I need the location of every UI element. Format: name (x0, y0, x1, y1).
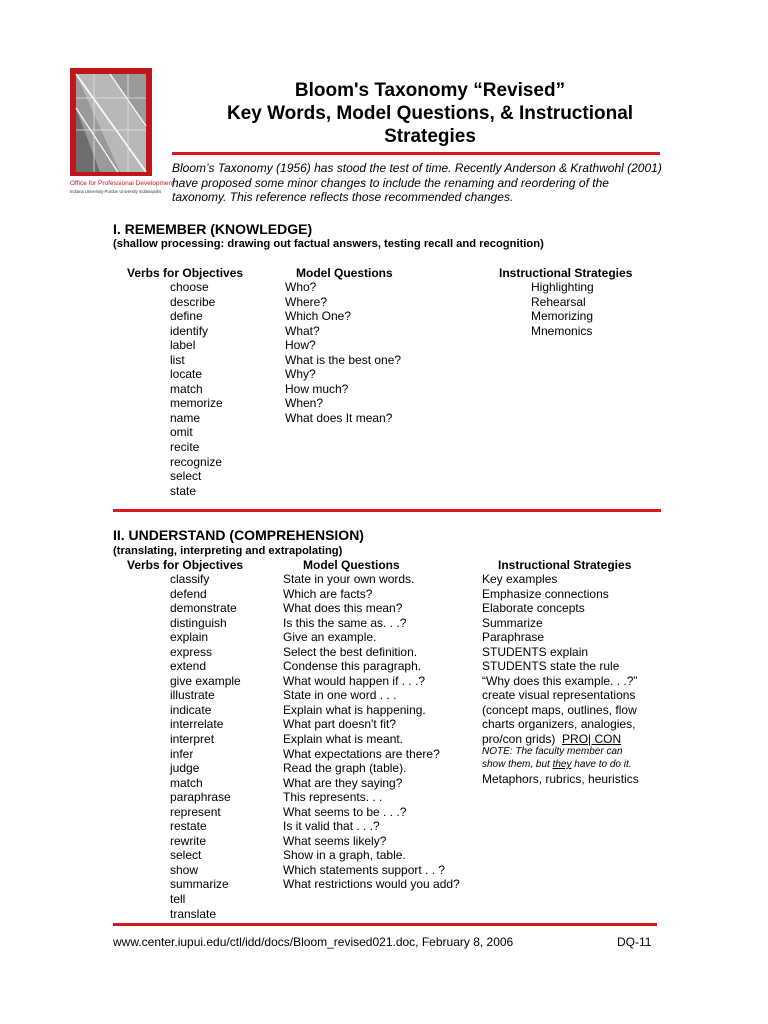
verb-item: list (170, 352, 185, 367)
verb-item: express (170, 644, 213, 659)
verb-item: explain (170, 630, 209, 645)
note-line: NOTE: The faculty member can (482, 746, 623, 757)
question-item: What does this mean? (283, 601, 403, 616)
logo-caption-university: Indiana University-Purdue University Indianapolis (70, 189, 162, 194)
question-item: Show in a graph, table. (283, 848, 406, 863)
verb-item: infer (170, 746, 194, 761)
section-understand-title: II. UNDERSTAND (COMPREHENSION) (113, 527, 364, 543)
intro-paragraph (172, 161, 692, 205)
remember-verbs-list (170, 280, 223, 498)
footer-page-code: DQ-11 (617, 935, 652, 949)
verb-item: interpret (170, 732, 215, 747)
procon-grids-text: pro/con grids) (482, 732, 556, 747)
question-item: What are they saying? (283, 775, 403, 790)
title-divider (172, 152, 660, 155)
strategy-item: Rehearsal (531, 294, 586, 309)
question-item: What seems to be . . .? (283, 804, 407, 819)
intro-line: Bloom’s Taxonomy (1956) has stood the test of time. Recently Anderson & Krathwohl (2001) (172, 161, 662, 175)
question-item: What part doesn't fit? (283, 717, 397, 732)
verb-item: state (170, 483, 197, 498)
question-item: Which One? (285, 309, 352, 324)
question-item: State in one word . . . (283, 688, 397, 703)
question-item: This represents. . . (283, 790, 383, 805)
intro-line: taxonomy. This reference reflects those recommended changes. (172, 190, 514, 205)
section-remember-title: I. REMEMBER (KNOWLEDGE) (113, 221, 313, 237)
section-understand-subtitle: (translating, interpreting and extrapolating) (113, 545, 343, 557)
strategy-item: create visual representations (482, 688, 636, 703)
verb-item: illustrate (170, 688, 215, 703)
verb-item: choose (170, 280, 209, 294)
verb-item: translate (170, 906, 217, 921)
strategy-item: charts organizers, analogies, (482, 717, 636, 732)
understand-verbs-header: Verbs for Objectives (127, 558, 244, 572)
verb-item: distinguish (170, 615, 227, 630)
strategy-item: STUDENTS state the rule (482, 659, 620, 674)
question-item: Select the best definition. (283, 644, 418, 659)
question-item: What expectations are there? (283, 746, 440, 761)
question-item: When? (285, 396, 324, 411)
strategy-item: “Why does this example. . .?” (482, 673, 638, 688)
strategy-item: Memorizing (531, 309, 594, 324)
verb-item: label (170, 338, 196, 353)
verb-item: match (170, 381, 203, 396)
question-item: Condense this paragraph. (283, 659, 422, 674)
question-item: Is this the same as. . .? (283, 615, 407, 630)
section-divider (113, 509, 661, 512)
intro-line: have proposed some minor changes to include the renaming and reordering of the (172, 175, 609, 190)
verb-item: locate (170, 367, 203, 382)
verb-item: paraphrase (170, 790, 231, 805)
remember-strategies-list (531, 280, 594, 338)
verb-item: match (170, 775, 203, 790)
verb-item: omit (170, 425, 193, 440)
question-item: What restrictions would you add? (283, 877, 460, 892)
verb-item: recognize (170, 454, 223, 469)
note-line (482, 758, 672, 771)
question-item: What does It mean? (285, 410, 393, 425)
verb-item: name (170, 410, 201, 425)
strategy-item: STUDENTS explain (482, 644, 589, 659)
faculty-note (482, 745, 672, 771)
remember-questions-list (285, 280, 401, 425)
question-item: What is the best one? (285, 352, 402, 367)
question-item: Give an example. (283, 630, 377, 645)
question-item: Explain what is happening. (283, 702, 426, 717)
question-item: What seems likely? (283, 833, 387, 848)
verb-item: describe (170, 294, 216, 309)
verb-item: define (170, 309, 203, 324)
verb-item: judge (170, 761, 200, 776)
strategy-item: Summarize (482, 615, 543, 630)
question-item: Why? (285, 367, 316, 382)
strategy-item: Mnemonics (531, 323, 593, 338)
logo-caption-office: Office for Professional Development (70, 180, 174, 187)
strategy-item: Highlighting (531, 280, 594, 294)
question-item: State in your own words. (283, 572, 415, 586)
verb-item: give example (170, 673, 241, 688)
note-text: show them, but (482, 759, 553, 770)
question-item: Read the graph (table). (283, 761, 407, 776)
verb-item: rewrite (170, 833, 207, 848)
verb-item: indicate (170, 702, 212, 717)
verb-item: extend (170, 659, 207, 674)
question-item: What? (285, 323, 320, 338)
remember-questions-header: Model Questions (296, 266, 393, 280)
note-emphasis: they (552, 759, 572, 770)
question-item: Who? (285, 280, 317, 294)
strategy-item: Emphasize connections (482, 586, 609, 601)
section-remember-subtitle: (shallow processing: drawing out factual answers, testing recall and recognition) (113, 238, 544, 250)
question-item: What would happen if . . .? (283, 673, 426, 688)
verb-item: interrelate (170, 717, 224, 732)
page-title-line3: Strategies (384, 126, 476, 147)
question-item: Which statements support . . ? (283, 862, 446, 877)
page-title-line1: Bloom's Taxonomy “Revised” (294, 80, 566, 101)
question-item: Is it valid that . . .? (283, 819, 380, 834)
verb-item: represent (170, 804, 221, 819)
strategy-item: Key examples (482, 572, 558, 586)
strategy-metaphors: Metaphors, rubrics, heuristics (482, 772, 639, 786)
verb-item: recite (170, 440, 200, 455)
verb-item: restate (170, 819, 207, 834)
note-text: have to do it. (571, 759, 632, 770)
question-item: How much? (285, 381, 349, 396)
understand-questions-header: Model Questions (303, 558, 400, 572)
strategy-item: Paraphrase (482, 630, 545, 645)
footer-source: www.center.iupui.edu/ctl/idd/docs/Bloom_revised021.doc, February 8, 2006 (113, 935, 514, 949)
verb-item: tell (170, 892, 186, 907)
verb-item: summarize (170, 877, 229, 892)
verb-item: select (170, 469, 202, 484)
procon-link[interactable]: PRO| CON (562, 732, 622, 747)
remember-strategies-header: Instructional Strategies (499, 266, 633, 280)
verb-item: memorize (170, 396, 223, 411)
page-title-line2: Key Words, Model Questions, & Instructional (226, 103, 634, 124)
verb-item: show (170, 862, 199, 877)
question-item: Which are facts? (283, 586, 373, 601)
verb-item: classify (170, 572, 210, 586)
strategy-item: (concept maps, outlines, flow (482, 702, 637, 717)
question-item: Explain what is meant. (283, 732, 404, 747)
verb-item: identify (170, 323, 209, 338)
understand-strategies-header: Instructional Strategies (498, 558, 632, 572)
understand-questions-list (283, 572, 460, 892)
strategy-item: Elaborate concepts (482, 601, 585, 616)
question-item: How? (285, 338, 316, 353)
understand-verbs-list (170, 572, 241, 921)
question-item: Where? (285, 294, 328, 309)
verb-item: demonstrate (170, 601, 237, 616)
footer-divider (113, 923, 657, 926)
verb-item: select (170, 848, 202, 863)
verb-item: defend (170, 586, 207, 601)
understand-strategies-list (482, 572, 637, 747)
remember-verbs-header: Verbs for Objectives (127, 266, 244, 280)
